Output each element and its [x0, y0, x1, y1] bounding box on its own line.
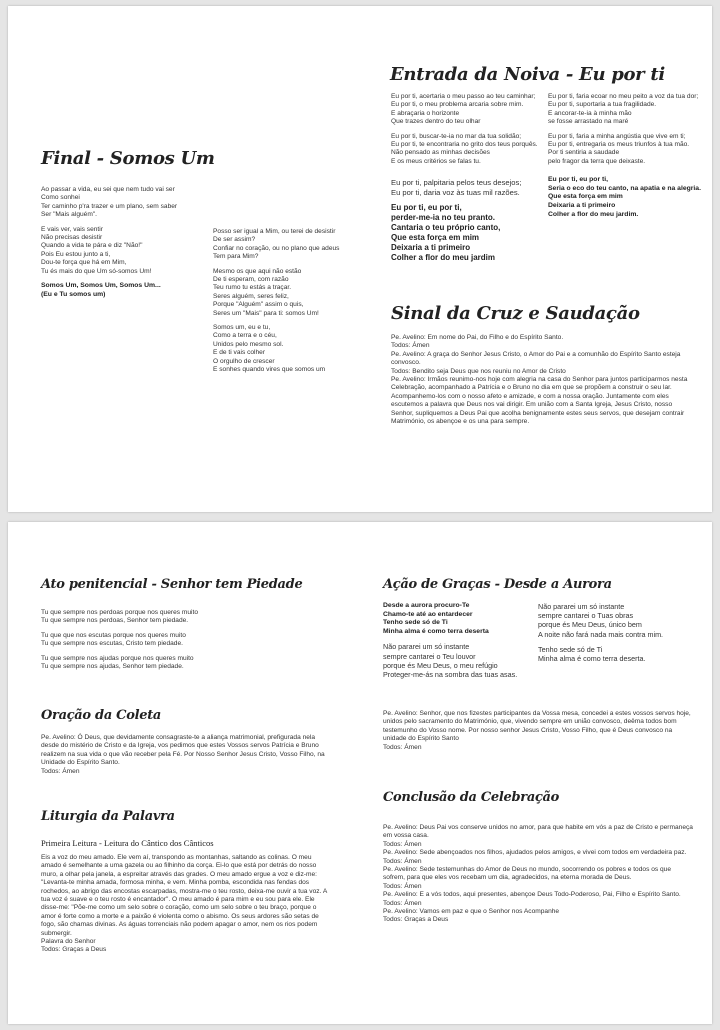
acao-verse-2: Não pararei um só instante sempre cantarei o Tuas obras porque és Meu Deus, único bem A noite não fará nada mais contra mim.	[538, 602, 664, 639]
entrada-refrain-right: Eu por ti, eu por ti, Seria o eco do teu canto, na apatia e na alegria. Que esta força em mim Deixaria a ti primeiro Colher a flor do meu jardim.	[548, 176, 701, 218]
entrada-right-column	[548, 93, 703, 219]
final-verse-2: E vais ver, vais sentir Não precisas desistir Quando a vida te pára e diz "Não!" Pois Eu estou junto a ti, Dou-te força que há em Mim, Tu és mais do que Um só-somos Um!	[41, 225, 152, 275]
sinal-body: Pe. Avelino: Em nome do Pai, do Filho e do Espírito Santo. Todos: Ámen Pe. Avelino: A graça do Senhor Jesus Cristo, o Amor do Pai e a comunhão do Espírito Santo esteja convosco. Todos: Bendito seja Deus que nos reuniu no Amor de Cristo Pe. Avelino: Irmãos reunimo-nos hoje com alegria na casa do Senhor para juntos participarmos nesta Celebração, acompanhado a Patrícia e o Bruno no dia em que se propõem a construir o seu lar. Acompanhemo-los com o nosso afeto e amizade, e com a nossa oração. Juntamente com eles escutemos a palavra que Deus nos vai dirigir. Em união com a Santa Igreja, Jesus Cristo, nosso Senhor, supliquemos a Deus Pai que acolha benignamente estes seus servos, que desejam contrair Matrimónio, os abençoe e os una para sempre.	[391, 334, 688, 426]
final-verse-1: Ao passar a vida, eu sei que nem tudo vai ser Como sonhei Ter caminho p'ra trazer e um plano, sem saber Ser "Mais alguém".	[41, 186, 178, 219]
liturgia-subtitle: Primeira Leitura - Leitura do Cântico dos Cânticos	[41, 838, 214, 848]
section-title-oracao: Oração da Coleta	[41, 708, 162, 723]
entrada-left-column	[391, 93, 551, 263]
acao-body: Pe. Avelino: Senhor, que nos fizestes participantes da Vossa mesa, concedei a estes vossos servos hoje, unidos pelo sacramento do Matrimónio, que, vivendo sempre em união convosco, deêma todos bom testemunho do Vosso nome. Por nosso senhor Jesus Cristo, Vosso Filho, que é Deus convosco na unidade do Espírito Santo Todos: Ámen	[383, 710, 691, 751]
acao-verse-1: Não pararei um só instante sempre cantarei o Teu louvor porque és Meu Deus, o meu refúgio Proteger-me-ás na sombra das tuas asas.	[383, 642, 518, 679]
final-left-column	[41, 186, 199, 299]
section-title-liturgia: Liturgia da Palavra	[41, 809, 175, 824]
liturgia-body: Eis a voz do meu amado. Ele vem aí, transpondo as montanhas, saltando as colinas. O meu amado é semelhante a uma gazela ou ao filhinho da corça. Ei-lo que está por detrás do nosso muro, a olhar pela janela, a espreitar através das grades. O meu amado ergue a voz e diz-me: "Levanta-te minha amada, formosa minha, e vem. Minha pomba, escondida nas fendas dos rochedos, ao abrigo das encostas escarpadas, mostra-me o teu rosto, deixa-me ouvir a tua voz. A tua voz é suave e o teu rosto é encantador". O meu amado é para mim e eu sou para ele. Ele disse-me: "Põe-me como um selo sobre o coração, como um selo sobre o teu braço, porque o amor é forte como a morte e a paixão é violenta como o abismo. Os seus ardores são setas de fogo, são chamas divinas. As águas torrenciais não podem apagar o amor, nem os rios podem submergir. Palavra do Senhor Todos: Graças a Deus	[41, 854, 327, 954]
entrada-verse-5: Eu por ti, faria a minha angústia que vive em ti; Eu por ti, entregaria os meus triunfos à tua mão. Por ti sentiria a saudade pelo fragor da terra que deixaste.	[548, 132, 690, 165]
final-verse-3: Posso ser igual a Mim, ou terei de desistir De ser assim? Confiar no coração, ou no plano que adeus Tem para Mim?	[213, 228, 340, 261]
acao-right-column	[538, 602, 703, 663]
entrada-refrain-left: Eu por ti, eu por ti, perder-me-ia no teu pranto. Cantaria o teu próprio canto, Que esta força em mim Deixaria a ti primeiro Colher a flor do meu jardim	[391, 203, 501, 263]
ato-line-2: Tu que que nos escutas porque nos queres muito Tu que sempre nos escutas, Cristo tem piedade.	[41, 631, 186, 648]
acao-refrain: Desde a aurora procuro-Te Chamo-te até ao entardecer Tenho sede só de Ti Minha alma é como terra deserta	[383, 602, 489, 635]
section-title-sinal: Sinal da Cruz e Saudação	[391, 303, 640, 324]
ato-body	[41, 609, 341, 671]
booklet-page-2	[8, 522, 712, 1024]
final-verse-5: Somos um, eu e tu, Como a terra e o céu, Unidos pelo mesmo sol. E de ti vais colher O orgulho de crescer E sonhes quando vires que somos um	[213, 324, 326, 374]
entrada-verse-1: Eu por ti, acertaria o meu passo ao teu caminhar; Eu por ti, o meu problema arcaria sobre mim. E abraçaria o horizonte Que trazes dentro do teu olhar	[391, 93, 536, 126]
section-title-conclusao: Conclusão da Celebração	[383, 790, 560, 805]
booklet-page-1	[8, 6, 712, 512]
section-title-acao: Ação de Graças - Desde a Aurora	[383, 577, 612, 592]
section-title-entrada: Entrada da Noiva - Eu por ti	[390, 64, 665, 85]
entrada-verse-2: Eu por ti, buscar-te-ia no mar da tua solidão; Eu por ti, te encontraria no grito dos teus porquês. Não pensado as minhas decisões E os meus critérios se falas tu.	[391, 132, 538, 165]
entrada-verse-3: Eu por ti, palpitaria pelos teus desejos; Eu por ti, daria voz às tuas mil razões.	[391, 178, 522, 197]
final-refrain: Somos Um, Somos Um, Somos Um... (Eu e Tu somos um)	[41, 282, 161, 298]
entrada-verse-4: Eu por ti, faria ecoar no meu peito a voz da tua dor; Eu por ti, suportaria a tua fragilidade. E ancorar-te-ia à minha mão se fosse arrastado na maré	[548, 93, 699, 126]
section-title-final: Final - Somos Um	[41, 148, 215, 169]
final-verse-4: Mesmo os que aqui não estão De ti esperam, com razão Teu rumo tu estás a traçar. Seres alguém, seres feliz, Porque "Alguém" assim o quis, Seres um "Mais" para ti: somos Um!	[213, 267, 319, 317]
section-title-ato: Ato penitencial - Senhor tem Piedade	[41, 577, 303, 592]
ato-line-3: Tu que sempre nos ajudas porque nos queres muito Tu que sempre nos ajudas, Senhor tem piedade.	[41, 654, 194, 671]
oracao-body: Pe. Avelino: Ó Deus, que devidamente consagraste-te a aliança matrimonial, prefigurada nela desde do mistério de Cristo e da Igreja, vos pedimos que estes Vossos servos Patrícia e Bruno realizem na sua vida o que vão receber pela Fé. Por Nosso Senhor Jesus Cristo, Vosso Filho, na Unidade do Espírito Santo. Todos: Ámen	[41, 734, 325, 775]
conclusao-body: Pe. Avelino: Deus Pai vos conserve unidos no amor, para que habite em vós a paz de Cristo e permaneça em vossa casa. Todos: Ámen Pe. Avelino: Sede abençoados nos filhos, ajudados pelos amigos, e vivei com todos em verdadeira paz. Todos: Ámen Pe. Avelino: Sede testemunhas do Amor de Deus no mundo, socorrendo os pobres e todos os que sofrem, para que eles vos recebam um dia, agradecidos, na eterna morada de Deus. Todos: Ámen Pe. Avelino: E a vós todos, aqui presentes, abençoe Deus Todo-Poderoso, Pai, Filho e Espírito Santo. Todos: Ámen Pe. Avelino: Vamos em paz e que o Senhor nos Acompanhe Todos: Graças a Deus	[383, 824, 693, 924]
acao-verse-3: Tenho sede só de Ti Minha alma é como terra deserta.	[538, 644, 646, 664]
ato-line-1: Tu que sempre nos perdoas porque nos queres muito Tu que sempre nos perdoas, Senhor tem piedade.	[41, 609, 199, 625]
final-right-column	[213, 228, 363, 375]
acao-left-column	[383, 602, 543, 679]
